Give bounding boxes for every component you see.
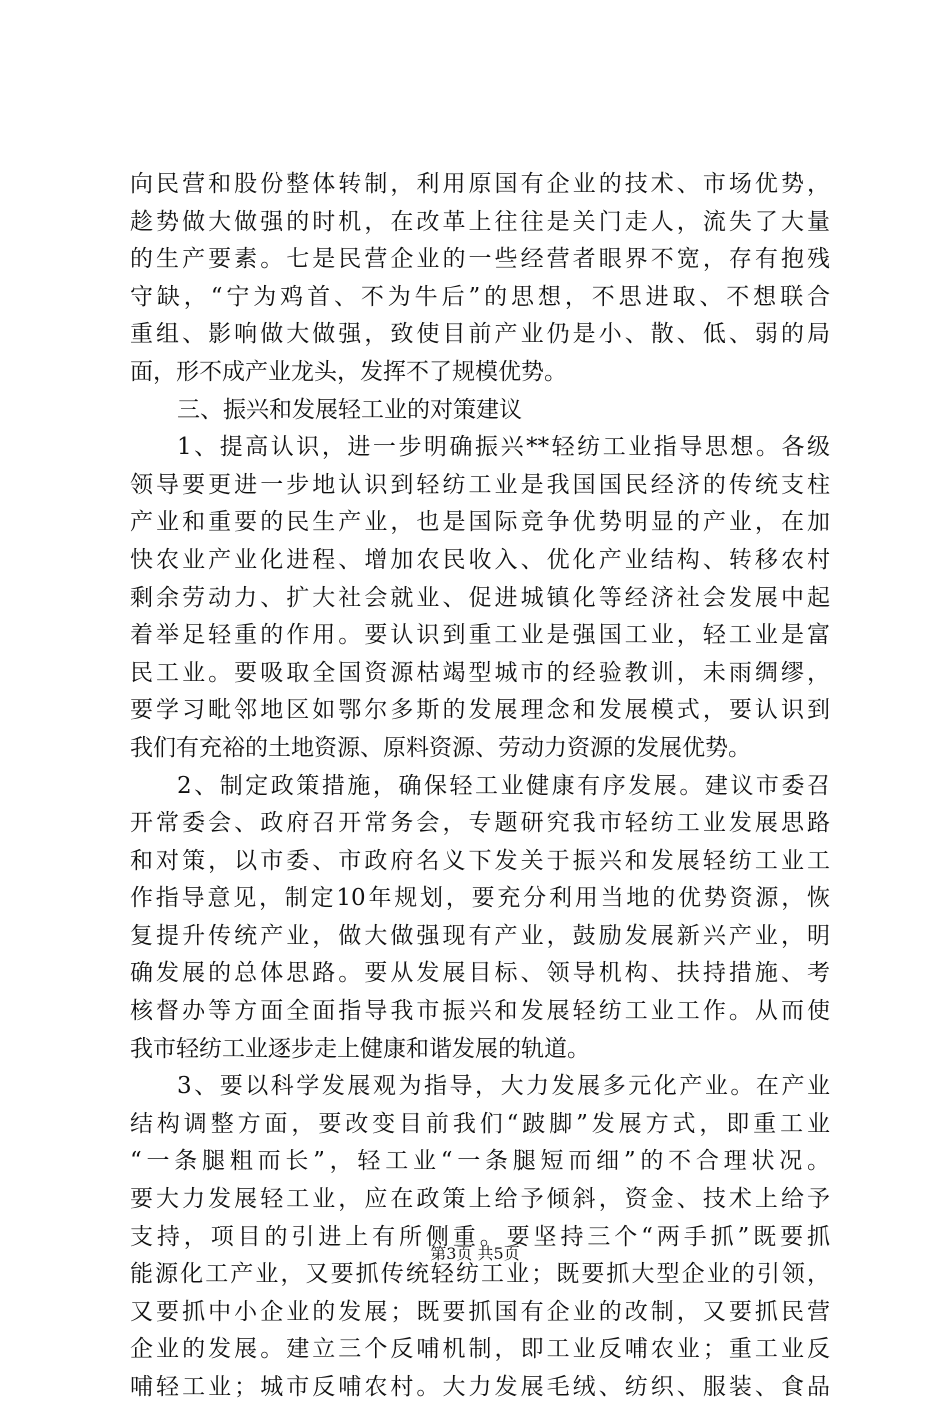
text-line: 向民营和股份整体转制，利用原国有企业的技术、市场优势， [130,171,830,197]
text-line: 1、提高认识，进一步明确振兴**轻纺工业指导思想。各级 [177,434,830,461]
text-line: 我市轻纺工业逐步走上健康和谐发展的轨道。 [130,1035,590,1062]
text-line: 守缺，“宁为鸡首、不为牛后”的思想，不思进取、不想联合 [130,283,830,310]
text-line: 领导要更进一步地认识到轻纺工业是我国国民经济的传统支柱 [130,471,830,498]
text-line: 的生产要素。七是民营企业的一些经营者眼界不宽，存有抱残 [130,246,830,273]
text-line: 快农业产业化进程、增加农民收入、优化产业结构、转移农村 [130,546,830,573]
text-line: 要大力发展轻工业，应在政策上给予倾斜，资金、技术上给予 [130,1186,830,1213]
text-line: 面，形不成产业龙头，发挥不了规模优势。 [130,358,567,385]
text-line: 又要抓中小企业的发展；既要抓国有企业的改制，又要抓民营 [130,1298,830,1325]
page-number-footer: 第3页 共5页 [430,1244,520,1263]
section-heading: 三、振兴和发展轻工业的对策建议 [177,396,522,423]
text-line: 剩余劳动力、扩大社会就业、促进城镇化等经济社会发展中起 [130,584,830,611]
text-line: 企业的发展。建立三个反哺机制，即工业反哺农业；重工业反 [130,1336,830,1363]
text-line: 作指导意见，制定10年规划，要充分利用当地的优势资源，恢 [130,885,830,912]
document-body [130,166,830,1407]
text-line: 确发展的总体思路。要从发展目标、领导机构、扶持措施、考 [130,960,830,987]
text-line: 重组、影响做大做强，致使目前产业仍是小、散、低、弱的局 [130,321,830,348]
text-line: 3、要以科学发展观为指导，大力发展多元化产业。在产业 [177,1073,830,1100]
text-line: 开常委会、政府召开常务会，专题研究我市轻纺工业发展思路 [130,810,830,837]
text-line: 趁势做大做强的时机，在改革上往往是关门走人，流失了大量 [130,208,830,235]
text-line: 支持，项目的引进上有所侧重。要坚持三个“两手抓”既要抓 [130,1223,830,1250]
text-line: 能源化工产业，又要抓传统轻纺工业；既要抓大型企业的引领， [130,1261,830,1288]
text-line: 复提升传统产业，做大做强现有产业，鼓励发展新兴产业，明 [130,922,830,949]
text-line: 民工业。要吸取全国资源枯竭型城市的经验教训，未雨绸缪， [130,659,830,686]
text-line: 结构调整方面，要改变目前我们“跛脚”发展方式，即重工业 [130,1110,830,1137]
text-line: 要学习毗邻地区如鄂尔多斯的发展理念和发展模式，要认识到 [130,697,830,724]
text-line: 产业和重要的民生产业，也是国际竞争优势明显的产业，在加 [130,509,830,536]
text-line: 我们有充裕的土地资源、原料资源、劳动力资源的发展优势。 [130,734,751,761]
text-line: 核督办等方面全面指导我市振兴和发展轻纺工业工作。从而使 [130,998,830,1025]
text-line: 2、制定政策措施，确保轻工业健康有序发展。建议市委召 [177,772,830,799]
text-line: “一条腿粗而长”，轻工业“一条腿短而细”的不合理状况。 [130,1148,830,1175]
text-line: 哺轻工业；城市反哺农村。大力发展毛绒、纺织、服装、食品 [130,1374,830,1400]
text-line: 着举足轻重的作用。要认识到重工业是强国工业，轻工业是富 [130,622,830,649]
text-line: 和对策，以市委、市政府名义下发关于振兴和发展轻纺工业工 [130,847,830,874]
